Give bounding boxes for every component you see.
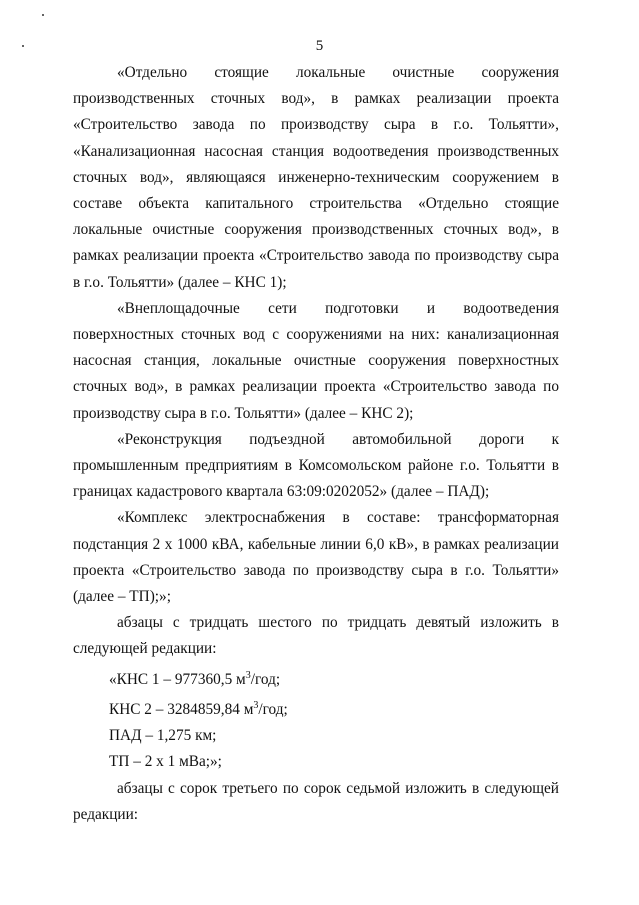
- item-1-superscript: 3: [245, 669, 251, 681]
- volume-item-1: [73, 663, 559, 693]
- item-2-suffix: /год;: [258, 701, 288, 719]
- item-2-text: КНС 2 – 3284859,84 м: [109, 701, 254, 719]
- volume-item-2: [73, 693, 559, 723]
- item-1-text: «КНС 1 – 977360,5 м: [109, 670, 246, 688]
- page-number: 5: [315, 38, 324, 54]
- paragraph-4: «Комплекс электроснабжения в составе: трансформаторная подстанция 2 х 1000 кВА, кабельные линии 6,0 кВ», в рамках реализации проекта «Строительство завода по производству сыра в г.о. Тольятти» (далее – ТП);»;: [73, 509, 559, 606]
- paragraph-5: абзацы с тридцать шестого по тридцать девятый изложить в следующей редакции:: [73, 614, 559, 658]
- paragraph-3: «Реконструкция подъездной автомобильной дороги к промышленным предприятиям в Комсомольском районе г.о. Тольятти в границах кадастрового квартала 63:09:0202052» (далее – ПАД);: [73, 430, 559, 501]
- closing-paragraph: абзацы с сорок третьего по сорок седьмой изложить в следующей редакции:: [73, 779, 559, 823]
- length-item: [73, 723, 559, 749]
- paragraph-1: «Отдельно стоящие локальные очистные сооружения производственных сточных вод», в рамках реализации проекта «Строительство завода по производству сыра в г.о. Тольятти», «Канализационная насосная станция водоотведения производственных сточных вод», являющаяся инженерно-техническим сооружением в составе объекта капитального строительства «Отдельно стоящие локальные очистные сооружения производственных сточных вод», в рамках реализации проекта «Строительство завода по производству сыра в г.о. Тольятти» (далее – КНС 1);: [73, 64, 559, 291]
- item-1-suffix: /год;: [250, 670, 281, 688]
- item-2-superscript: 3: [253, 699, 259, 711]
- item-3-text: ПАД – 1,275 км;: [109, 727, 217, 745]
- scan-speck: [42, 14, 44, 16]
- power-item: [73, 749, 559, 775]
- item-4-text: ТП – 2 х 1 мВа;»;: [109, 753, 222, 771]
- paragraph-2: «Внеплощадочные сети подготовки и водоотведения поверхностных сточных вод с сооружениями на них: канализационная насосная станция, локальные очистные сооружения поверхностных сточных вод», в рамках реализации проекта «Строительство завода по производству сыра в г.о. Тольятти» (далее – КНС 2);: [73, 299, 559, 422]
- document-body: [73, 60, 559, 828]
